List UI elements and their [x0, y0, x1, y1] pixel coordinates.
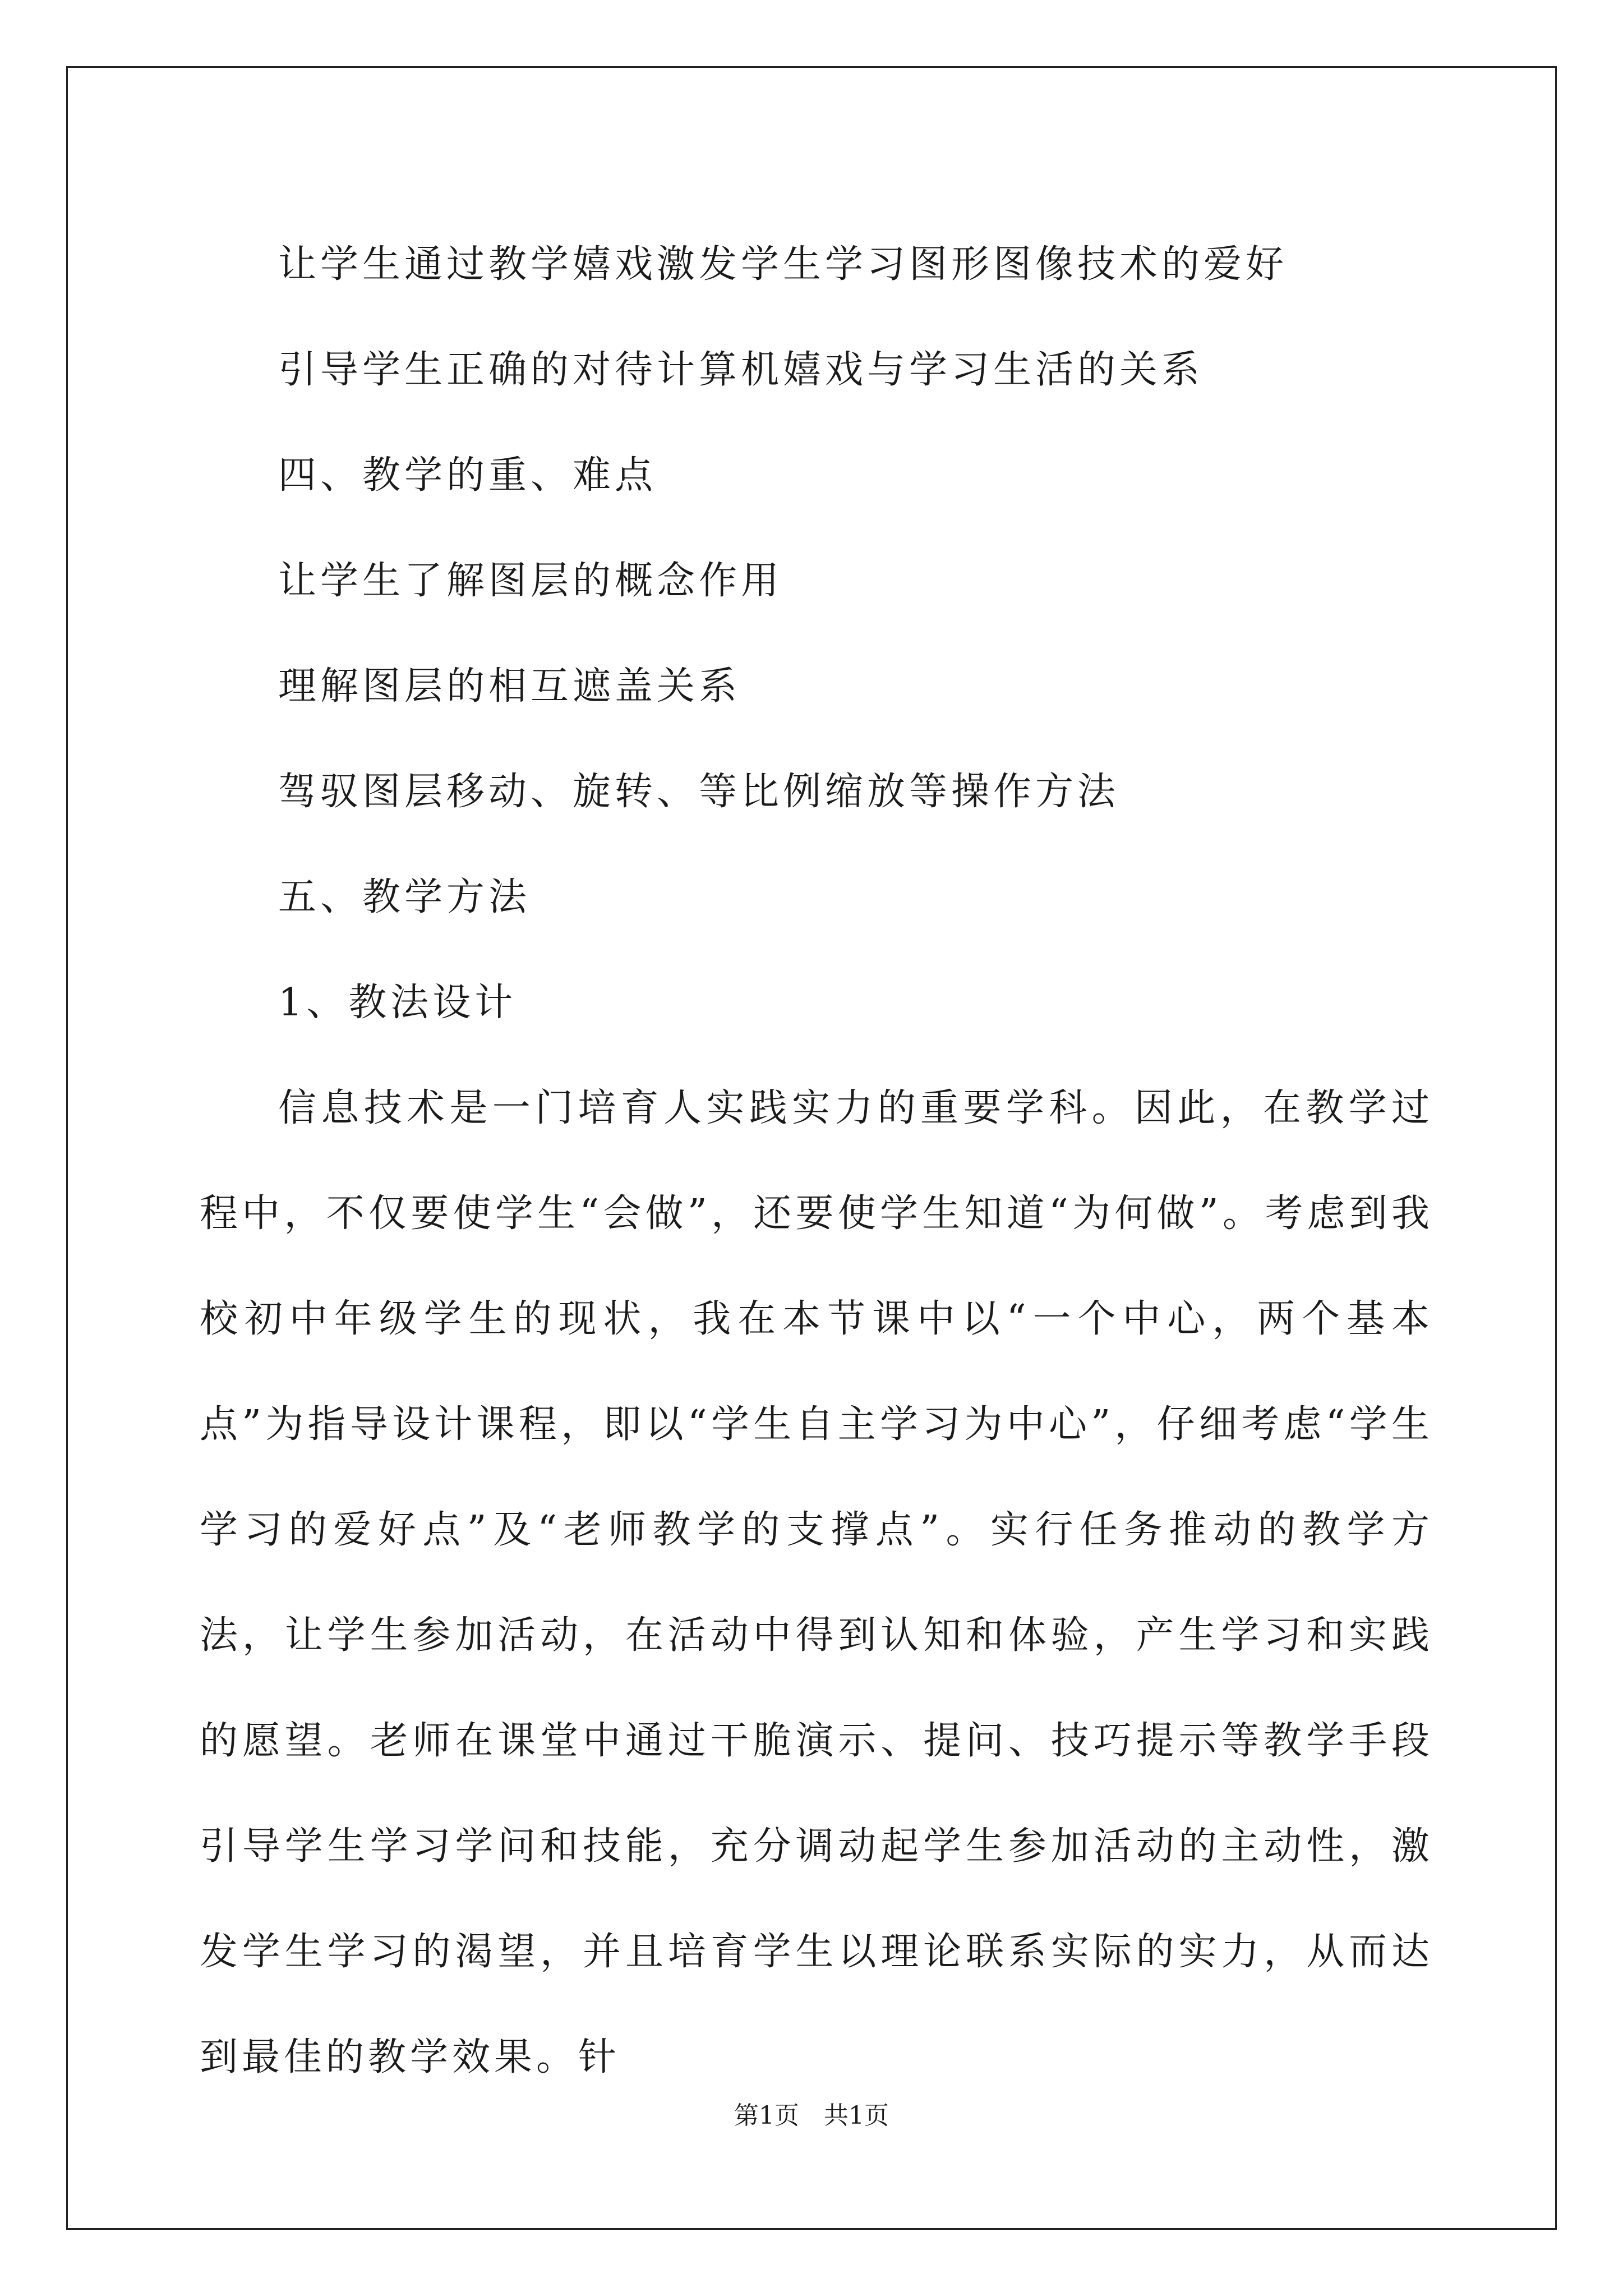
body-paragraph: 信息技术是一门培育人实践实力的重要学科。因此，在教学过程中，不仅要使学生“会做”，还要使学生知道“为何做”。考虑到我校初中年级学生的现状，我在本节课中以“一个中心，两个基本点”为指导设计课程，即以“学生自主学习为中心”，仔细考虑“学生学习的爱好点”及“老师教学的支撑点”。实行任务推动的教学方法，让学生参加活动，在活动中得到认知和体验，产生学习和实践的愿望。老师在课堂中通过干脆演示、提问、技巧提示等教学手段引导学生学习学问和技能，充分调动起学生参加活动的主动性，激发学生学习的渴望，并且培育学生以理论联系实际的实力，从而达到最佳的教学效果。针: [200, 1086, 1433, 2079]
text-line: 引导学生正确的对待计算机嬉戏与学习生活的关系: [278, 348, 1204, 392]
subsection-heading: 1、教法设计: [278, 981, 517, 1025]
section-heading: 四、教学的重、难点: [278, 453, 657, 498]
text-line: 让学生通过教学嬉戏激发学生学习图形图像技术的爱好: [278, 242, 1288, 287]
document-body: [200, 212, 1433, 2110]
page-footer: 第1页 共1页: [734, 2101, 889, 2130]
text-line: 理解图层的相互遮盖关系: [278, 664, 741, 708]
text-line: 驾驭图层移动、旋转、等比例缩放等操作方法: [278, 770, 1120, 814]
section-heading: 五、教学方法: [278, 875, 531, 919]
text-line: 让学生了解图层的概念作用: [278, 559, 783, 603]
